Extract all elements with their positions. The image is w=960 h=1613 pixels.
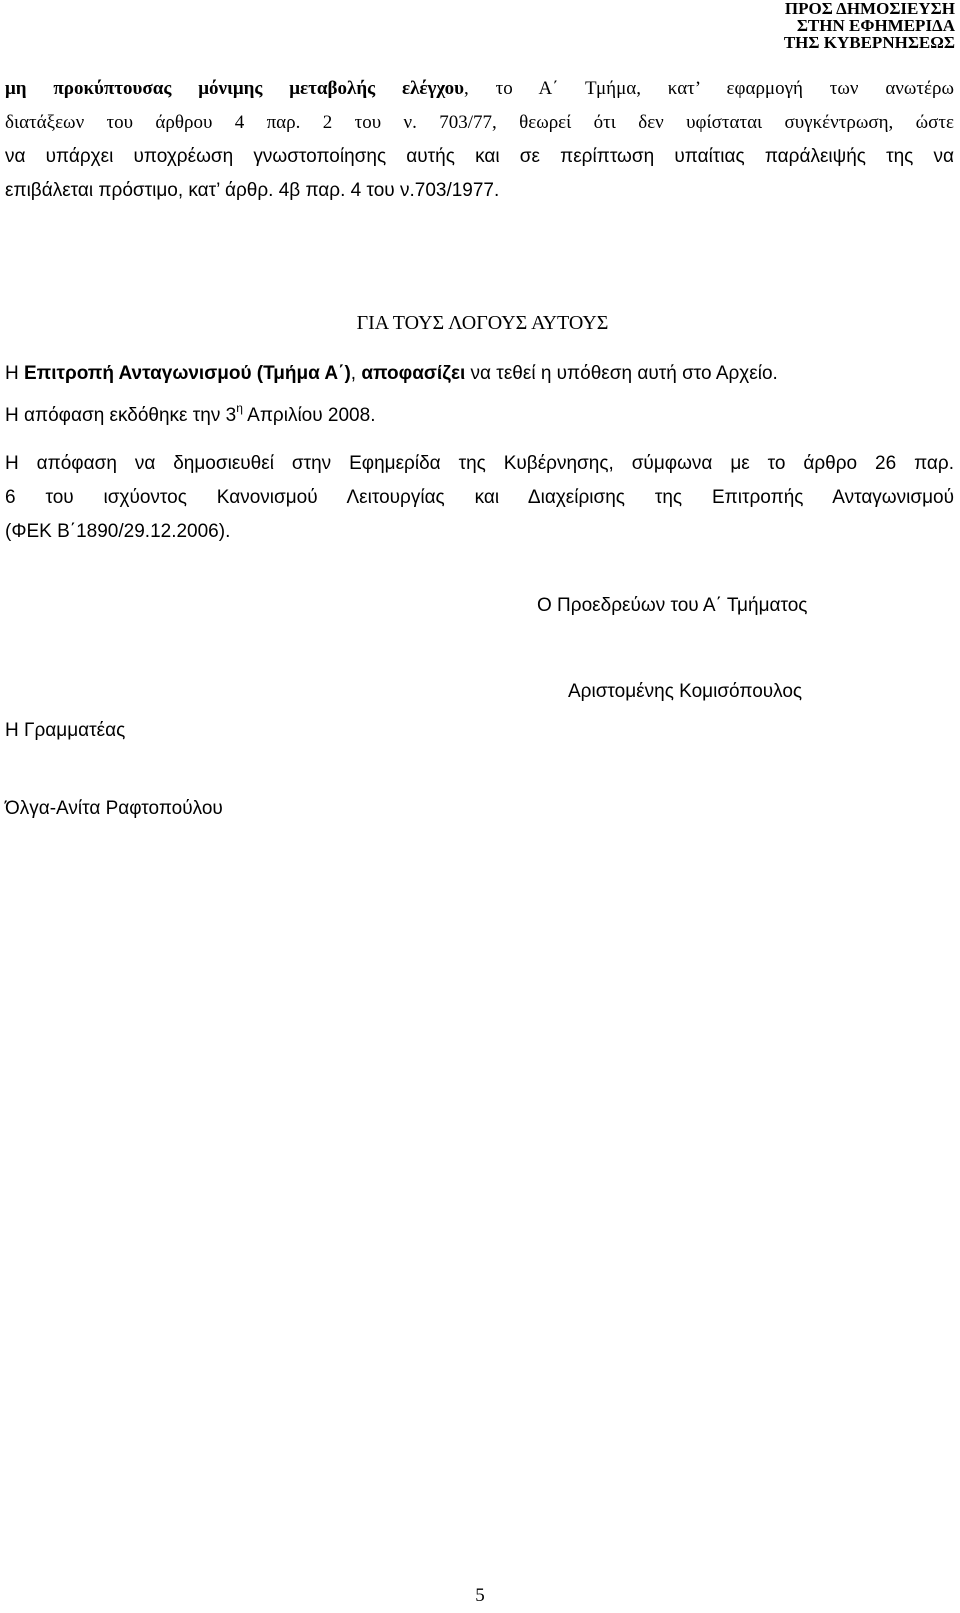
issued-prefix: Η απόφαση εκδόθηκε την 3 (5, 405, 237, 426)
decision-prefix: Η (5, 363, 24, 384)
chair-name: Αριστομένης Κομισόπουλος (568, 681, 803, 702)
stamp-line-3: ΤΗΣ ΚΥΒΕΡΝΗΣΕΩΣ (783, 33, 955, 52)
intro-line-4: επιβάλεται πρόστιμο, κατ’ άρθρ. 4β παρ. 4 του ν.703/1977. (5, 180, 500, 201)
publish-paragraph (5, 447, 954, 549)
publish-line-3: (ΦΕΚ Β΄1890/29.12.2006). (5, 521, 231, 542)
decision-comma: , (350, 363, 362, 384)
chair-title: Ο Προεδρεύων του Α΄ Τμήματος (537, 595, 808, 616)
intro-line-3: να υπάρχει υποχρέωση γνωστοποίησης αυτής και σε περίπτωση υπαίτιας παράλειψής της να (5, 146, 954, 167)
publish-line-1: Η απόφαση να δημοσιευθεί στην Εφημερίδα της Κυβέρνησης, σύμφωνα με το άρθρο 26 παρ. (5, 453, 954, 474)
decision-rest: να τεθεί η υπόθεση αυτή στο Αρχείο. (465, 363, 778, 384)
issued-line (5, 402, 375, 430)
publish-line-2: 6 του ισχύοντος Κανονισμού Λειτουργίας και Διαχείρισης της Επιτροπής Ανταγωνισμού (5, 487, 954, 508)
stamp-line-1: ΠΡΟΣ ΔΗΜΟΣΙΕΥΣΗ (784, 0, 955, 18)
page-number: 5 (475, 1585, 485, 1606)
intro-paragraph (5, 72, 954, 208)
intro-line-1-rest: , το Α΄ Τμήμα, κατ’ εφαρμογή των ανωτέρω (464, 78, 954, 99)
stamp-line-2: ΣΤΗΝ ΕΦΗΜΕΡΙΔΑ (796, 16, 955, 35)
secretary-name: Όλγα-Ανίτα Ραφτοπούλου (5, 798, 223, 819)
issued-ordinal: η (236, 401, 243, 415)
decision-verb: αποφασίζει (361, 363, 466, 384)
decision-line (5, 360, 778, 388)
decision-authority: Επιτροπή Ανταγωνισμού (Τμήμα Α΄) (24, 363, 351, 384)
intro-bold-phrase: μη προκύπτουσας μόνιμης μεταβολής ελέγχου (5, 78, 465, 99)
section-heading: ΓΙΑ ΤΟΥΣ ΛΟΓΟΥΣ ΑΥΤΟΥΣ (356, 312, 609, 334)
intro-line-2: διατάξεων του άρθρου 4 παρ. 2 του ν. 703/77, θεωρεί ότι δεν υφίσταται συγκέντρωση, ώστε (5, 112, 954, 133)
publication-stamp (784, 0, 955, 51)
intro-line-1 (5, 72, 954, 106)
secretary-title: Η Γραμματέας (5, 720, 126, 741)
issued-suffix: Απριλίου 2008. (242, 405, 376, 426)
